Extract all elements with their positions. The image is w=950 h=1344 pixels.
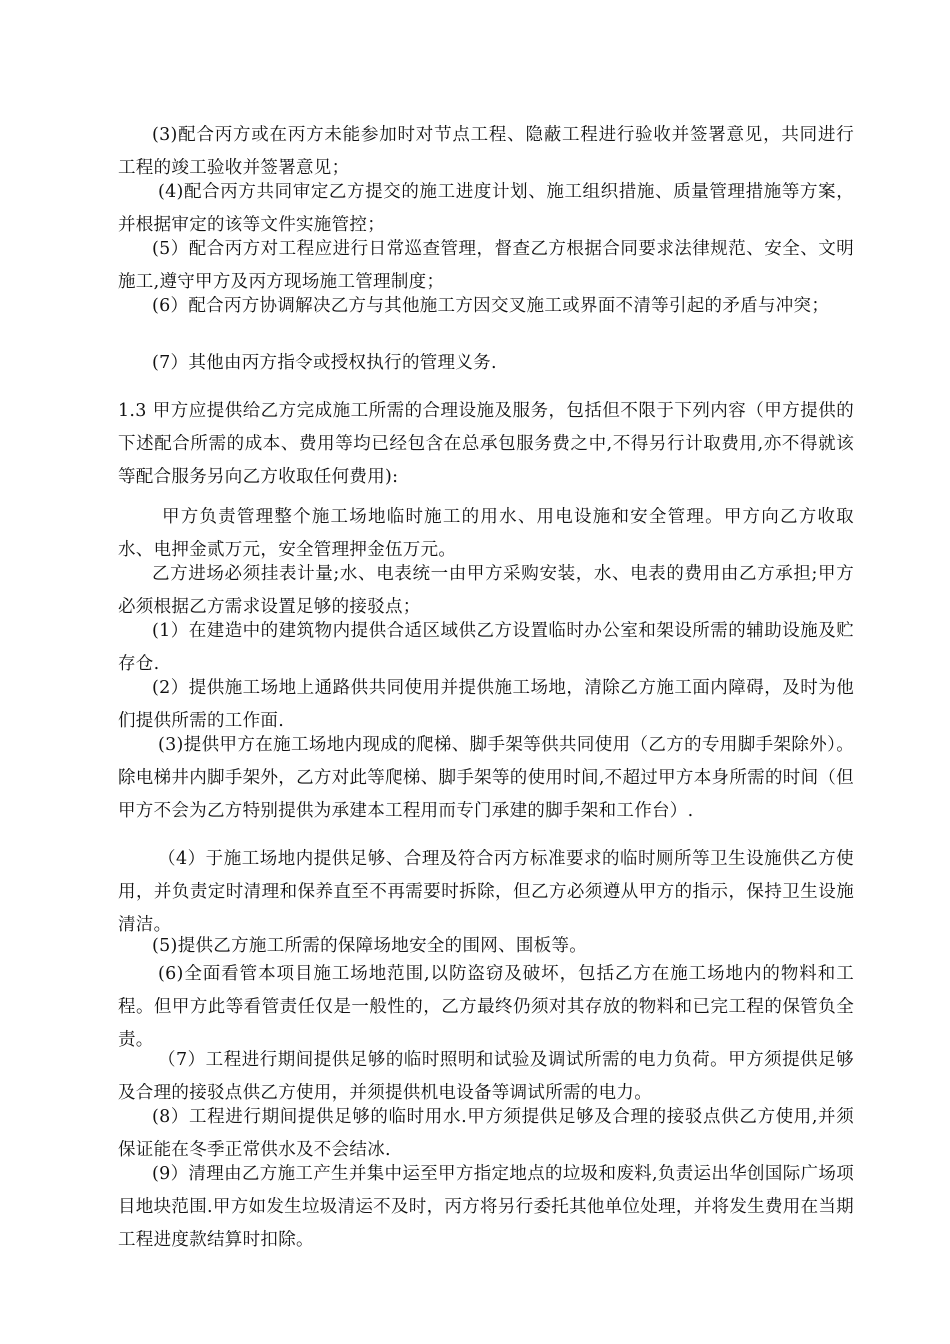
item-7-paragraph: （7）工程进行期间提供足够的临时照明和试验及调试所需的电力负荷。甲方须提供足够及合理的接驳点供乙方使用，并须提供机电设备等调试所需的电力。 [118,1050,854,1103]
item-4-paragraph: （4）于施工场地内提供足够、合理及符合丙方标准要求的临时厕所等卫生设施供乙方使用，并负责定时清理和保养直至不再需要时拆除，但乙方必须遵从甲方的指示，保持卫生设施清洁。 [118,849,854,935]
clause-3-paragraph: (3)配合丙方或在丙方未能参加时对节点工程、隐蔽工程进行验收并签署意见，共同进行工程的竣工验收并签署意见； [118,125,854,178]
item-9-paragraph: (9）清理由乙方施工产生并集中运至甲方指定地点的垃圾和废料,负责运出华创国际广场项目地块范围.甲方如发生垃圾清运不及时，丙方将另行委托其他单位处理，并将发生费用在当期工程进度款结算时扣除。 [118,1164,854,1250]
item-6-paragraph: (6)全面看管本项目施工场地范围,以防盗窃及破坏，包括乙方在施工场地内的物料和工程。但甲方此等看管责任仅是一般性的，乙方最终仍须对其存放的物料和已完工程的保管负全责。 [118,964,854,1050]
section-1-3-paragraph: 1.3 甲方应提供给乙方完成施工所需的合理设施及服务，包括但不限于下列内容（甲方提供的下述配合所需的成本、费用等均已经包含在总承包服务费之中,不得另行计取费用,亦不得就该等配合服务另向乙方收取任何费用): [118,401,854,487]
utilities-management-paragraph: 甲方负责管理整个施工场地临时施工的用水、用电设施和安全管理。甲方向乙方收取水、电押金贰万元，安全管理押金伍万元。 [118,507,854,560]
item-3-paragraph: (3)提供甲方在施工场地内现成的爬梯、脚手架等供共同使用（乙方的专用脚手架除外）。除电梯井内脚手架外，乙方对此等爬梯、脚手架等的使用时间,不超过甲方本身所需的时间（但甲方不会为乙方特别提供为承建本工程用而专门承建的脚手架和工作台）. [118,735,854,821]
clause-6-paragraph: (6）配合丙方协调解决乙方与其他施工方因交叉施工或界面不清等引起的矛盾与冲突； [152,296,830,316]
item-5-paragraph: (5)提供乙方施工所需的保障场地安全的围网、围板等。 [152,936,588,956]
clause-5-paragraph: (5）配合丙方对工程应进行日常巡查管理，督查乙方根据合同要求法律规范、安全、文明施工,遵守甲方及丙方现场施工管理制度； [118,239,854,292]
clause-7-paragraph: (7）其他由丙方指令或授权执行的管理义务. [152,353,497,373]
item-1-paragraph: (1）在建造中的建筑物内提供合适区域供乙方设置临时办公室和架设所需的辅助设施及贮存仓. [118,621,854,674]
clause-4-paragraph: (4)配合丙方共同审定乙方提交的施工进度计划、施工组织措施、质量管理措施等方案，并根据审定的该等文件实施管控； [118,182,854,235]
metering-paragraph: 乙方进场必须挂表计量;水、电表统一由甲方采购安装，水、电表的费用由乙方承担;甲方必须根据乙方需求设置足够的接驳点； [118,564,854,617]
item-8-paragraph: (8）工程进行期间提供足够的临时用水.甲方须提供足够及合理的接驳点供乙方使用,并须保证能在冬季正常供水及不会结冰. [118,1107,854,1160]
item-2-paragraph: (2）提供施工场地上通路供共同使用并提供施工场地，清除乙方施工面内障碍，及时为他们提供所需的工作面. [118,678,854,731]
